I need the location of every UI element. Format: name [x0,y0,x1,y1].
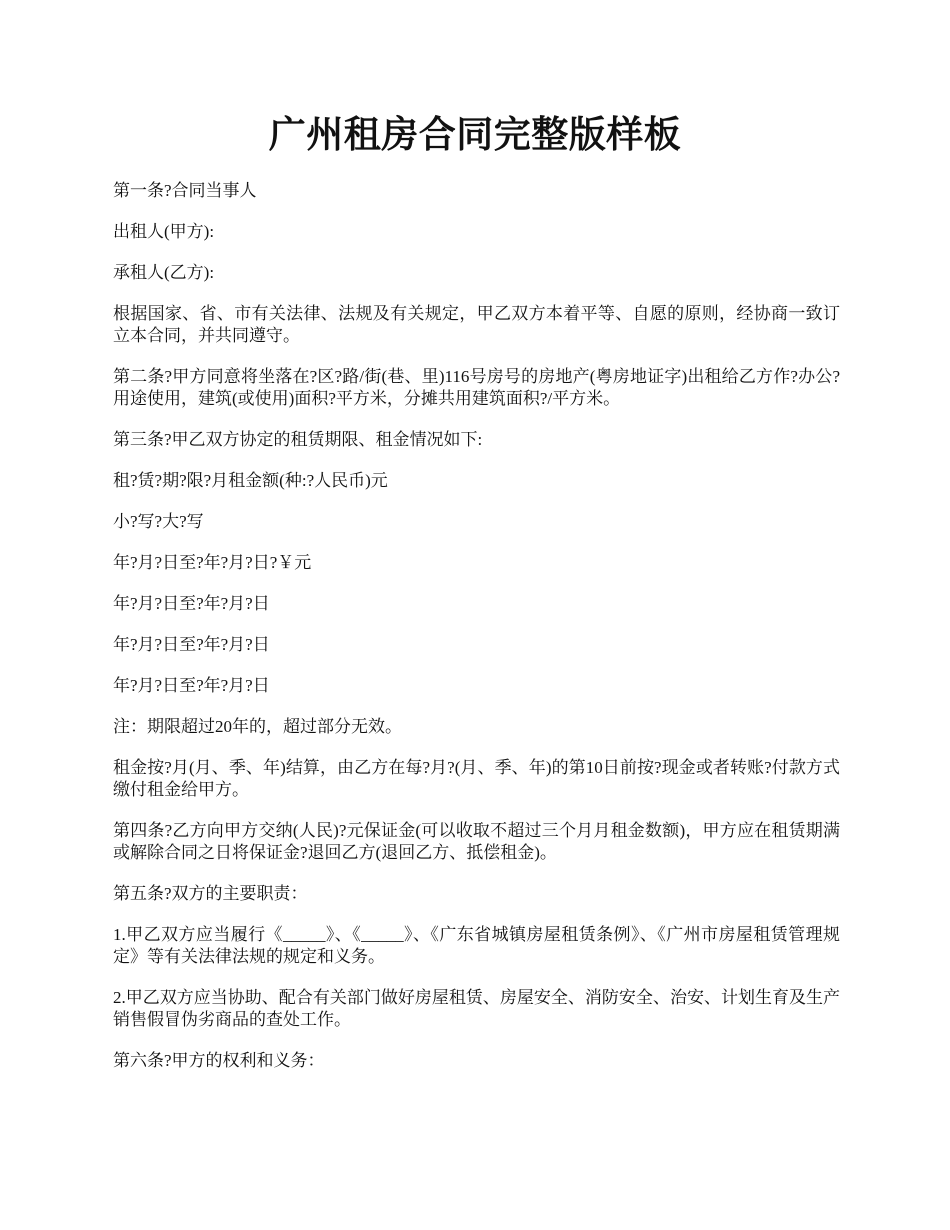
preamble-paragraph: 根据国家、省、市有关法律、法规及有关规定，甲乙双方本着平等、自愿的原则，经协商一致订立本合同，并共同遵守。 [113,304,840,345]
document-title: 广州租房合同完整版样板 [268,115,682,156]
article-4-paragraph: 第四条?乙方向甲方交纳(人民)?元保证金(可以收取不超过三个月月租金数额)，甲方应在租赁期满或解除合同之日将保证金?退回乙方(退回乙方、抵偿租金)。 [113,821,840,862]
article-6-heading: 第六条?甲方的权利和义务： [113,1051,325,1070]
rent-table-subheader: 小?写?大?写 [113,512,204,531]
article-2-paragraph: 第二条?甲方同意将坐落在?区?路/街(巷、里)116号房号的房地产(粤房地证字)出租给乙方作?办公?用途使用，建筑(或使用)面积?平方米，分摊共用建筑面积?/平方米。 [113,367,840,408]
term-note: 注：期限超过20年的，超过部分无效。 [113,717,402,736]
document-body [113,180,840,1091]
rent-period-row: 年?月?日至?年?月?日?￥元 [113,553,312,572]
article-5-item-2: 2.甲乙双方应当协助、配合有关部门做好房屋租赁、房屋安全、消防安全、治安、计划生育及生产销售假冒伪劣商品的查处工作。 [113,988,840,1029]
article-3-heading: 第三条?甲乙双方协定的租赁期限、租金情况如下: [113,430,483,449]
article-5-item-1: 1.甲乙双方应当履行《_____》、《_____》、《广东省城镇房屋租赁条例》、《广州市房屋租赁管理规定》等有关法律法规的规定和义务。 [113,925,840,966]
article-1-heading: 第一条?合同当事人 [113,181,257,200]
rent-payment-paragraph: 租金按?月(月、季、年)结算，由乙方在每?月?(月、季、年)的第10日前按?现金或者转账?付款方式缴付租金给甲方。 [113,758,840,799]
rent-period-row: 年?月?日至?年?月?日 [113,635,270,654]
lessee-line: 承租人(乙方): [113,263,215,282]
rent-period-row: 年?月?日至?年?月?日 [113,594,270,613]
article-5-heading: 第五条?双方的主要职责： [113,884,308,903]
lessor-line: 出租人(甲方): [113,222,215,241]
rent-period-row: 年?月?日至?年?月?日 [113,676,270,695]
rent-table-header: 租?赁?期?限?月租金额(种:?人民币)元 [113,471,388,490]
